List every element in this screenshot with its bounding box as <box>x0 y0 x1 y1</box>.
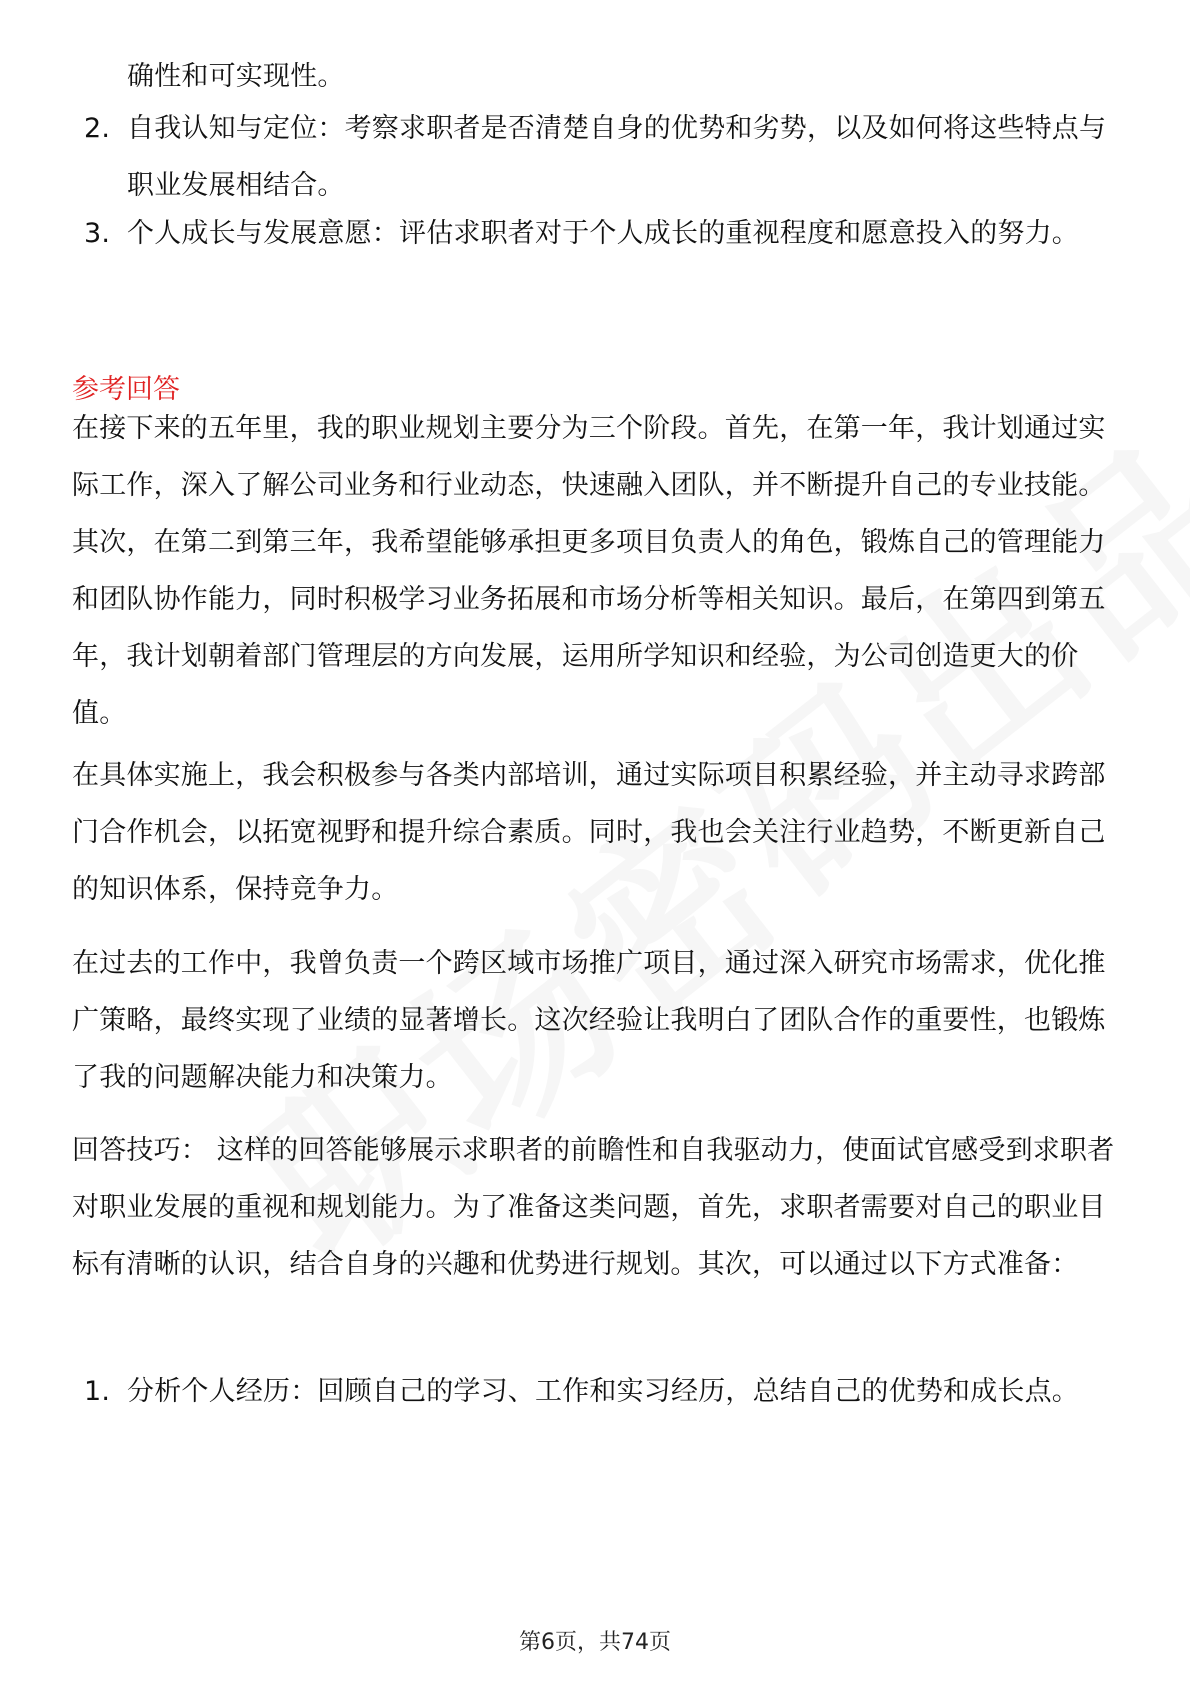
page-footer: 第6页，共74页 <box>519 1630 671 1655</box>
list-number: 3. <box>84 218 111 249</box>
list-item-text: 自我认知与定位：考察求职者是否清楚自身的优势和劣势，以及如何将这些特点与职业发展相结合。 <box>127 113 1107 201</box>
paragraph: 在过去的工作中，我曾负责一个跨区域市场推广项目，通过深入研究市场需求，优化推广策略，最终实现了业绩的显著增长。这次经验让我明白了团队合作的重要性，也锻炼了我的问题解决能力和决策力。 <box>72 948 1106 1093</box>
list-item <box>84 205 1114 262</box>
section-heading: 参考回答 <box>72 374 180 405</box>
list-item <box>84 1363 1114 1420</box>
list-item-text: 个人成长与发展意愿：评估求职者对于个人成长的重视程度和愿意投入的努力。 <box>127 218 1079 249</box>
list-item <box>84 100 1114 214</box>
paragraph: 在接下来的五年里，我的职业规划主要分为三个阶段。首先，在第一年，我计划通过实际工作，深入了解公司业务和行业动态，快速融入团队，并不断提升自己的专业技能。其次，在第二到第三年，我希望能够承担更多项目负责人的角色，锻炼自己的管理能力和团队协作能力，同时积极学习业务拓展和市场分析等相关知识。最后，在第四到第五年，我计划朝着部门管理层的方向发展，运用所学知识和经验，为公司创造更大的价值。 <box>72 413 1106 729</box>
continued-list-text: 确性和可实现性。 <box>127 61 345 92</box>
paragraph: 回答技巧： 这样的回答能够展示求职者的前瞻性和自我驱动力，使面试官感受到求职者对职业发展的重视和规划能力。为了准备这类问题，首先，求职者需要对自己的职业目标有清晰的认识，结合自身的兴趣和优势进行规划。其次，可以通过以下方式准备： <box>72 1135 1115 1280</box>
paragraph: 在具体实施上，我会积极参与各类内部培训，通过实际项目积累经验，并主动寻求跨部门合作机会，以拓宽视野和提升综合素质。同时，我也会关注行业趋势，不断更新自己的知识体系，保持竞争力。 <box>72 760 1106 905</box>
list-item-text: 分析个人经历：回顾自己的学习、工作和实习经历，总结自己的优势和成长点。 <box>127 1376 1079 1407</box>
list-number: 1. <box>84 1376 111 1407</box>
list-number: 2. <box>84 113 111 144</box>
